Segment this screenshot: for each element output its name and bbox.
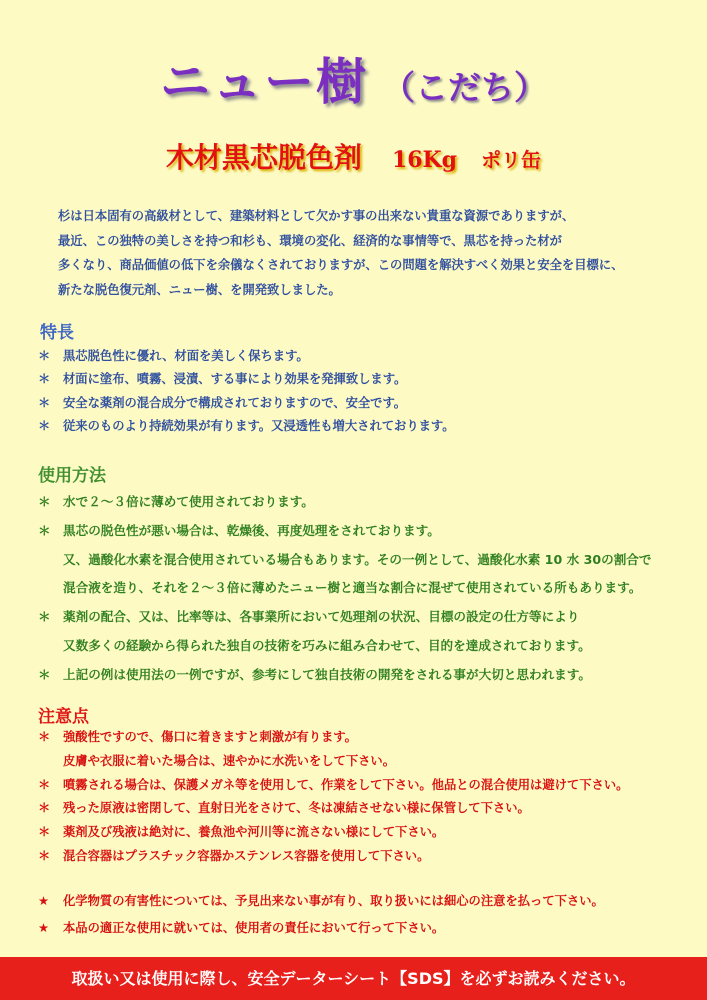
list-item [38, 546, 688, 575]
list-item [38, 574, 688, 603]
star-icon: ★ [38, 921, 50, 935]
notices-list [38, 888, 688, 942]
list-item [38, 661, 688, 690]
list-item [38, 915, 688, 942]
list-item [38, 774, 688, 798]
list-item-text: 水で２～３倍に薄めて使用されております。 [63, 494, 314, 509]
features-heading: 特長 [40, 323, 74, 343]
asterisk-icon: ＊ [38, 730, 51, 744]
usage-list [38, 488, 688, 690]
list-item [38, 797, 688, 821]
list-item-text: 強酸性ですので、傷口に着きますと刺激が有ります。 [63, 730, 357, 744]
list-item-text: 黒芯の脱色性が悪い場合は、乾燥後、再度処理をされております。 [63, 522, 440, 538]
list-item-text: 従来のものより持続効果が有ります。又浸透性も増大されております。 [63, 418, 455, 433]
list-item [38, 821, 688, 845]
list-item-text: 材面に塗布、噴霧、浸漬、する事により効果を発揮致します。 [63, 372, 407, 387]
intro-line: 新たな脱色復元剤、ニュー樹、を開発致しました。 [58, 283, 341, 298]
intro-paragraph [58, 204, 678, 303]
intro-line: 杉は日本固有の高級材として、建築材料として欠かす事の出来ない貴重な資源でありますが、 [58, 209, 575, 223]
asterisk-icon: ＊ [38, 666, 51, 682]
list-item-text: 混合容器はプラスチック容器かステンレス容器を使用して下さい。 [63, 848, 430, 863]
list-item-text: 薬剤の配合、又は、比率等は、各事業所において処理剤の状況、目標の設定の仕方等により [63, 609, 580, 625]
list-item [38, 517, 688, 546]
star-icon: ★ [38, 894, 50, 908]
list-item [38, 845, 688, 869]
list-item [38, 368, 688, 391]
asterisk-icon: ＊ [38, 825, 51, 840]
subtitle-container: ポリ缶 [481, 148, 542, 172]
title-main: ニュー樹 [160, 52, 368, 111]
list-item [38, 726, 688, 750]
product-title [0, 42, 707, 114]
list-item-text: 化学物質の有害性については、予見出来ない事が有り、取り扱いには細心の注意を払って下さい。 [63, 894, 604, 908]
intro-line: 多くなり、商品価値の低下を余儀なくされておりますが、この問題を解決すべく効果と安全を目標に、 [58, 258, 624, 273]
asterisk-icon: ＊ [38, 418, 51, 433]
subtitle-weight: 16Kg [391, 147, 458, 173]
list-item-text: 黒芯脱色性に優れ、材面を美しく保ちます。 [63, 349, 309, 363]
usage-heading: 使用方法 [38, 466, 106, 486]
asterisk-icon: ＊ [38, 777, 51, 792]
asterisk-icon: ＊ [38, 801, 51, 816]
list-item-text: 本品の適正な使用に就いては、使用者の責任において行って下さい。 [63, 921, 445, 935]
list-item-text: 安全な薬剤の混合成分で構成されておりますので、安全です。 [63, 395, 407, 410]
list-item [38, 415, 688, 438]
asterisk-icon: ＊ [38, 522, 51, 538]
cautions-list [38, 726, 688, 869]
asterisk-icon: ＊ [38, 494, 51, 509]
list-item [38, 603, 688, 632]
list-item [38, 632, 688, 661]
list-item-text: 又数多くの経験から得られた独自の技術を巧みに組み合わせて、目的を達成されております。 [63, 637, 591, 653]
sds-notice-banner: 取扱い又は使用に際し、安全データーシート【SDS】を必ずお読みください。 [0, 957, 707, 1000]
list-item [38, 392, 688, 415]
list-item-text: 又、過酸化水素を混合使用されている場合もあります。その一例として、過酸化水素 10 水 30の割合で [63, 551, 652, 567]
list-item-text: 残った原液は密閉して、直射日光をさけて、冬は凍結させない様に保管して下さい。 [63, 801, 530, 816]
list-item [38, 888, 688, 915]
list-item-text: 上記の例は使用法の一例ですが、参考にして独自技術の開発をされる事が大切と思われます。 [63, 666, 591, 682]
asterisk-icon: ＊ [38, 372, 51, 387]
list-item-text: 混合液を造り、それを２～３倍に薄めたニュー樹と適当な割合に混ぜて使用されている所もあります。 [63, 580, 642, 596]
asterisk-icon: ＊ [38, 349, 51, 363]
list-item [38, 750, 688, 774]
list-item-text: 噴霧される場合は、保護メガネ等を使用して、作業をして下さい。他品との混合使用は避けて下さい。 [63, 777, 629, 792]
asterisk-icon: ＊ [38, 609, 51, 625]
subtitle-product: 木材黒芯脱色剤 [165, 141, 362, 174]
asterisk-icon: ＊ [38, 848, 51, 863]
intro-line: 最近、この独特の美しさを持つ和杉も、環境の変化、経済的な事情等で、黒芯を持った材が [58, 233, 562, 248]
list-item [38, 345, 688, 368]
features-list [38, 345, 688, 438]
list-item-text: 皮膚や衣服に着いた場合は、速やかに水洗いをして下さい。 [63, 753, 396, 768]
list-item [38, 488, 688, 517]
cautions-heading: 注意点 [38, 707, 89, 727]
title-reading: （こだち） [382, 68, 547, 107]
product-subtitle [0, 136, 707, 176]
asterisk-icon: ＊ [38, 395, 51, 410]
list-item-text: 薬剤及び残液は絶対に、養魚池や河川等に流さない様にして下さい。 [63, 825, 445, 840]
